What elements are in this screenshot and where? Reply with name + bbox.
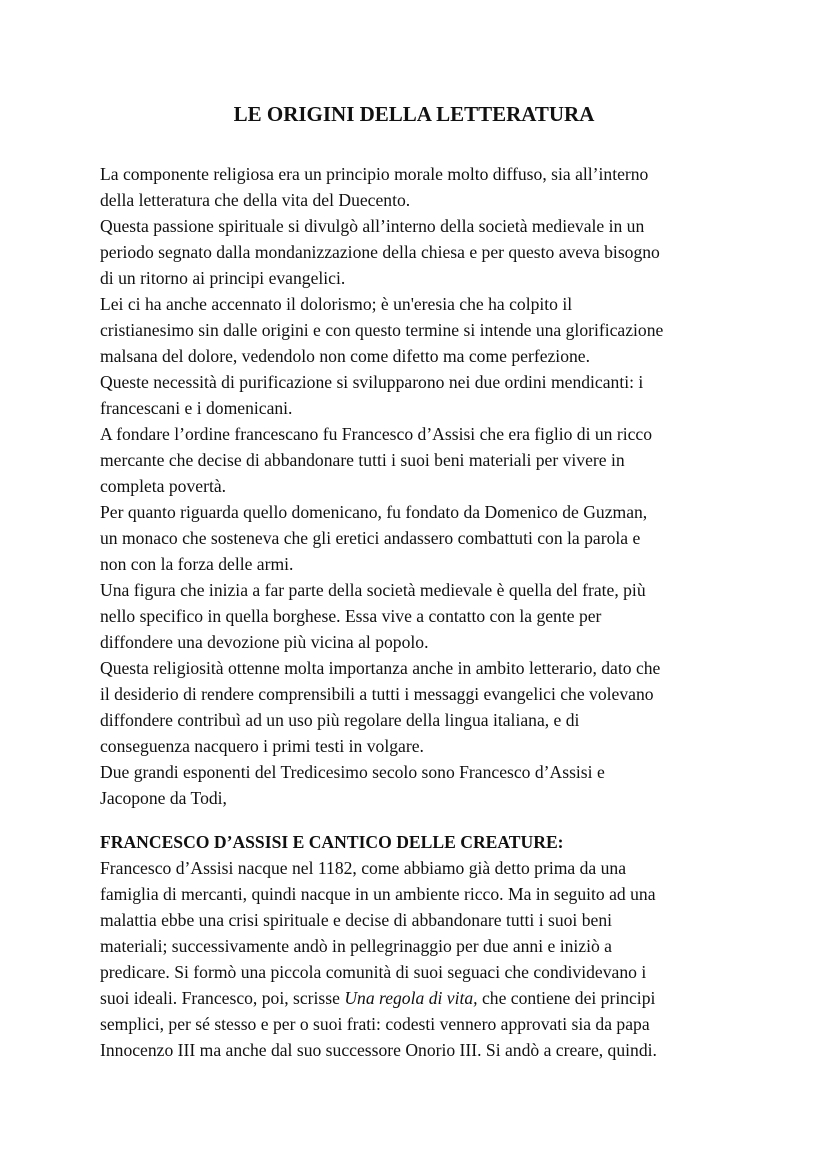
text-line: Questa religiosità ottenne molta importanza anche in ambito letterario, dato che xyxy=(100,658,661,678)
text-line: cristianesimo sin dalle origini e con questo termine si intende una glorificazione xyxy=(100,320,664,340)
text-line: un monaco che sosteneva che gli eretici andassero combattuti con la parola e xyxy=(100,528,641,548)
text-segment: suoi ideali. Francesco, poi, scrisse xyxy=(100,988,345,1008)
text-line: mercante che decise di abbandonare tutti i suoi beni materiali per vivere in xyxy=(100,450,625,470)
text-line: periodo segnato dalla mondanizzazione della chiesa e per questo aveva bisogno xyxy=(100,242,660,262)
text-line: Francesco d’Assisi nacque nel 1182, come abbiamo già detto prima da una xyxy=(100,858,627,878)
text-line: completa povertà. xyxy=(100,476,227,496)
text-line: conseguenza nacquero i primi testi in volgare. xyxy=(100,736,424,756)
text-line: nello specifico in quella borghese. Essa vive a contatto con la gente per xyxy=(100,606,602,626)
text-line: semplici, per sé stesso e per o suoi frati: codesti vennero approvati sia da papa xyxy=(100,1014,650,1034)
text-line: Una figura che inizia a far parte della società medievale è quella del frate, più xyxy=(100,580,646,600)
text-line: Questa passione spirituale si divulgò all’interno della società medievale in un xyxy=(100,216,645,236)
text-segment: che contiene dei principi xyxy=(477,988,656,1008)
text-line: Queste necessità di purificazione si svilupparono nei due ordini mendicanti: i xyxy=(100,372,644,392)
text-line: Per quanto riguarda quello domenicano, fu fondato da Domenico de Guzman, xyxy=(100,502,648,522)
section-heading: FRANCESCO D’ASSISI E CANTICO DELLE CREATURE: xyxy=(100,832,564,852)
text-line: diffondere una devozione più vicina al popolo. xyxy=(100,632,429,652)
document-title: LE ORIGINI DELLA LETTERATURA xyxy=(233,102,595,126)
text-line: il desiderio di rendere comprensibili a tutti i messaggi evangelici che volevano xyxy=(100,684,654,704)
text-line: Innocenzo III ma anche dal suo successore Onorio III. Si andò a creare, quindi. xyxy=(100,1040,657,1060)
text-line: francescani e i domenicani. xyxy=(100,398,293,418)
text-line: della letteratura che della vita del Duecento. xyxy=(100,190,411,210)
text-line: di un ritorno ai principi evangelici. xyxy=(100,268,346,288)
text-line: Lei ci ha anche accennato il dolorismo; è un'eresia che ha colpito il xyxy=(100,294,573,314)
text-line: non con la forza delle armi. xyxy=(100,554,294,574)
text-line: Due grandi esponenti del Tredicesimo secolo sono Francesco d’Assisi e xyxy=(100,762,605,782)
francesco-section xyxy=(100,829,740,1063)
text-line: malattia ebbe una crisi spirituale e decise di abbandonare tutti i suoi beni xyxy=(100,910,613,930)
text-line: diffondere contribuì ad un uso più regolare della lingua italiana, e di xyxy=(100,710,580,730)
text-line: Jacopone da Todi, xyxy=(100,788,227,808)
intro-paragraph xyxy=(100,161,740,811)
text-line: A fondare l’ordine francescano fu Francesco d’Assisi che era figlio di un ricco xyxy=(100,424,653,444)
text-line-with-italic xyxy=(100,985,740,1011)
text-line: predicare. Si formò una piccola comunità di suoi seguaci che condividevano i xyxy=(100,962,647,982)
text-line: famiglia di mercanti, quindi nacque in un ambiente ricco. Ma in seguito ad una xyxy=(100,884,656,904)
text-line: La componente religiosa era un principio morale molto diffuso, sia all’interno xyxy=(100,164,649,184)
text-line: materiali; successivamente andò in pellegrinaggio per due anni e iniziò a xyxy=(100,936,612,956)
text-line: malsana del dolore, vedendolo non come difetto ma come perfezione. xyxy=(100,346,590,366)
italic-title: Una regola di vita, xyxy=(344,988,478,1008)
